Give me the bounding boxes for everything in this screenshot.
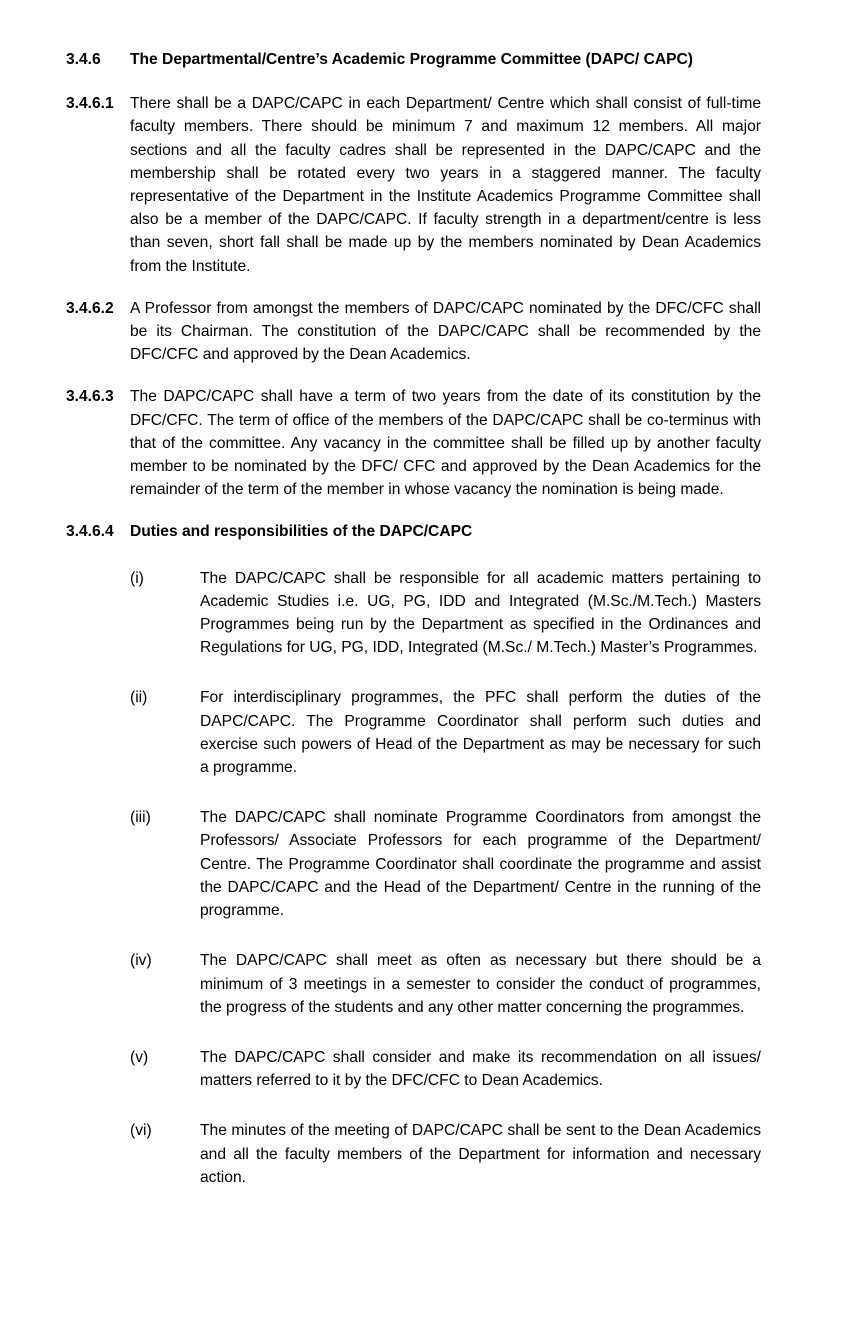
clause-number: 3.4.6.2 bbox=[66, 299, 114, 317]
duties-heading-number: 3.4.6.4 bbox=[66, 523, 114, 541]
item-text: The DAPC/CAPC shall meet as often as necessary but there should be a minimum of 3 meetings in a semester to consider the conduct of programmes, the progress of the students and any other matter concerning the programmes. bbox=[200, 952, 761, 1016]
item-label: (iv) bbox=[130, 952, 152, 970]
section-heading-title: The Departmental/Centre’s Academic Programme Committee (DAPC/ CAPC) bbox=[130, 51, 693, 68]
list-item bbox=[130, 806, 761, 922]
duties-heading-title: Duties and responsibilities of the DAPC/CAPC bbox=[130, 523, 473, 541]
list-item bbox=[130, 949, 761, 1019]
list-item bbox=[130, 1046, 761, 1092]
clause-text: There shall be a DAPC/CAPC in each Department/ Centre which shall consist of full-time faculty members. There should be minimum 7 and maximum 12 members. All major sections and all the faculty cadres shall be represented in the DAPC/CAPC and the membership shall be rotated every two years in a staggered manner. The faculty representative of the Department in the Institute Academics Programme Committee shall also be a member of the DAPC/CAPC. If faculty strength in a department/centre is less than seven, short fall shall be made up by the members nominated by Dean Academics from the Institute. bbox=[130, 95, 761, 275]
clause-text: The DAPC/CAPC shall have a term of two years from the date of its constitution by the DFC/CFC. The term of office of the members of the DAPC/CAPC shall be co-terminus with that of the committee. Any vacancy in the committee shall be filled up by another faculty member to be nominated by the DFC/ CFC and approved by the Dean Academics for the remainder of the term of the member in whose vacancy the nomination is being made. bbox=[130, 388, 761, 499]
item-text: For interdisciplinary programmes, the PFC shall perform the duties of the DAPC/CAPC. The Programme Coordinator shall perform such duties and exercise such powers of Head of the Department as may be necessary for such a programme. bbox=[200, 689, 761, 777]
clause-text: A Professor from amongst the members of DAPC/CAPC nominated by the DFC/CFC shall be its Chairman. The constitution of the DAPC/CAPC shall be recommended by the DFC/CFC and approved by the Dean Academics. bbox=[130, 299, 761, 364]
clause-paragraph bbox=[66, 385, 761, 501]
clause-number: 3.4.6.3 bbox=[66, 388, 114, 406]
list-item bbox=[130, 567, 761, 660]
duties-list bbox=[130, 567, 761, 1189]
list-item bbox=[130, 686, 761, 779]
item-label: (v) bbox=[130, 1048, 149, 1066]
item-label: (iii) bbox=[130, 809, 151, 827]
item-text: The DAPC/CAPC shall nominate Programme Coordinators from amongst the Professors/ Associate Professors for each programme of the Department/ Centre. The Programme Coordinator shall coordinate the programme and assist the DAPC/CAPC and the Head of the Department/ Centre in the running of the programme. bbox=[200, 809, 761, 920]
clause-number: 3.4.6.1 bbox=[66, 95, 114, 113]
item-label: (ii) bbox=[130, 689, 148, 707]
item-text: The DAPC/CAPC shall consider and make its recommendation on all issues/ matters referred to it by the DFC/CFC to Dean Academics. bbox=[200, 1048, 761, 1090]
item-text: The minutes of the meeting of DAPC/CAPC shall be sent to the Dean Academics and all the faculty members of the Department for information and necessary action. bbox=[200, 1122, 761, 1186]
list-item bbox=[130, 1119, 761, 1189]
section-heading-number: 3.4.6 bbox=[66, 51, 101, 68]
clause-paragraph bbox=[66, 297, 761, 367]
item-label: (i) bbox=[130, 569, 144, 587]
item-text: The DAPC/CAPC shall be responsible for all academic matters pertaining to Academic Studies i.e. UG, PG, IDD and Integrated (M.Sc./M.Tech.) Masters Programmes being run by the Department as specified in the Ordinances and Regulations for UG, PG, IDD, Integrated (M.Sc./ M.Tech.) Master’s Programmes. bbox=[200, 569, 761, 657]
item-label: (vi) bbox=[130, 1122, 152, 1140]
clause-paragraph bbox=[66, 92, 761, 278]
duties-heading bbox=[66, 520, 761, 543]
section-heading bbox=[66, 48, 761, 71]
